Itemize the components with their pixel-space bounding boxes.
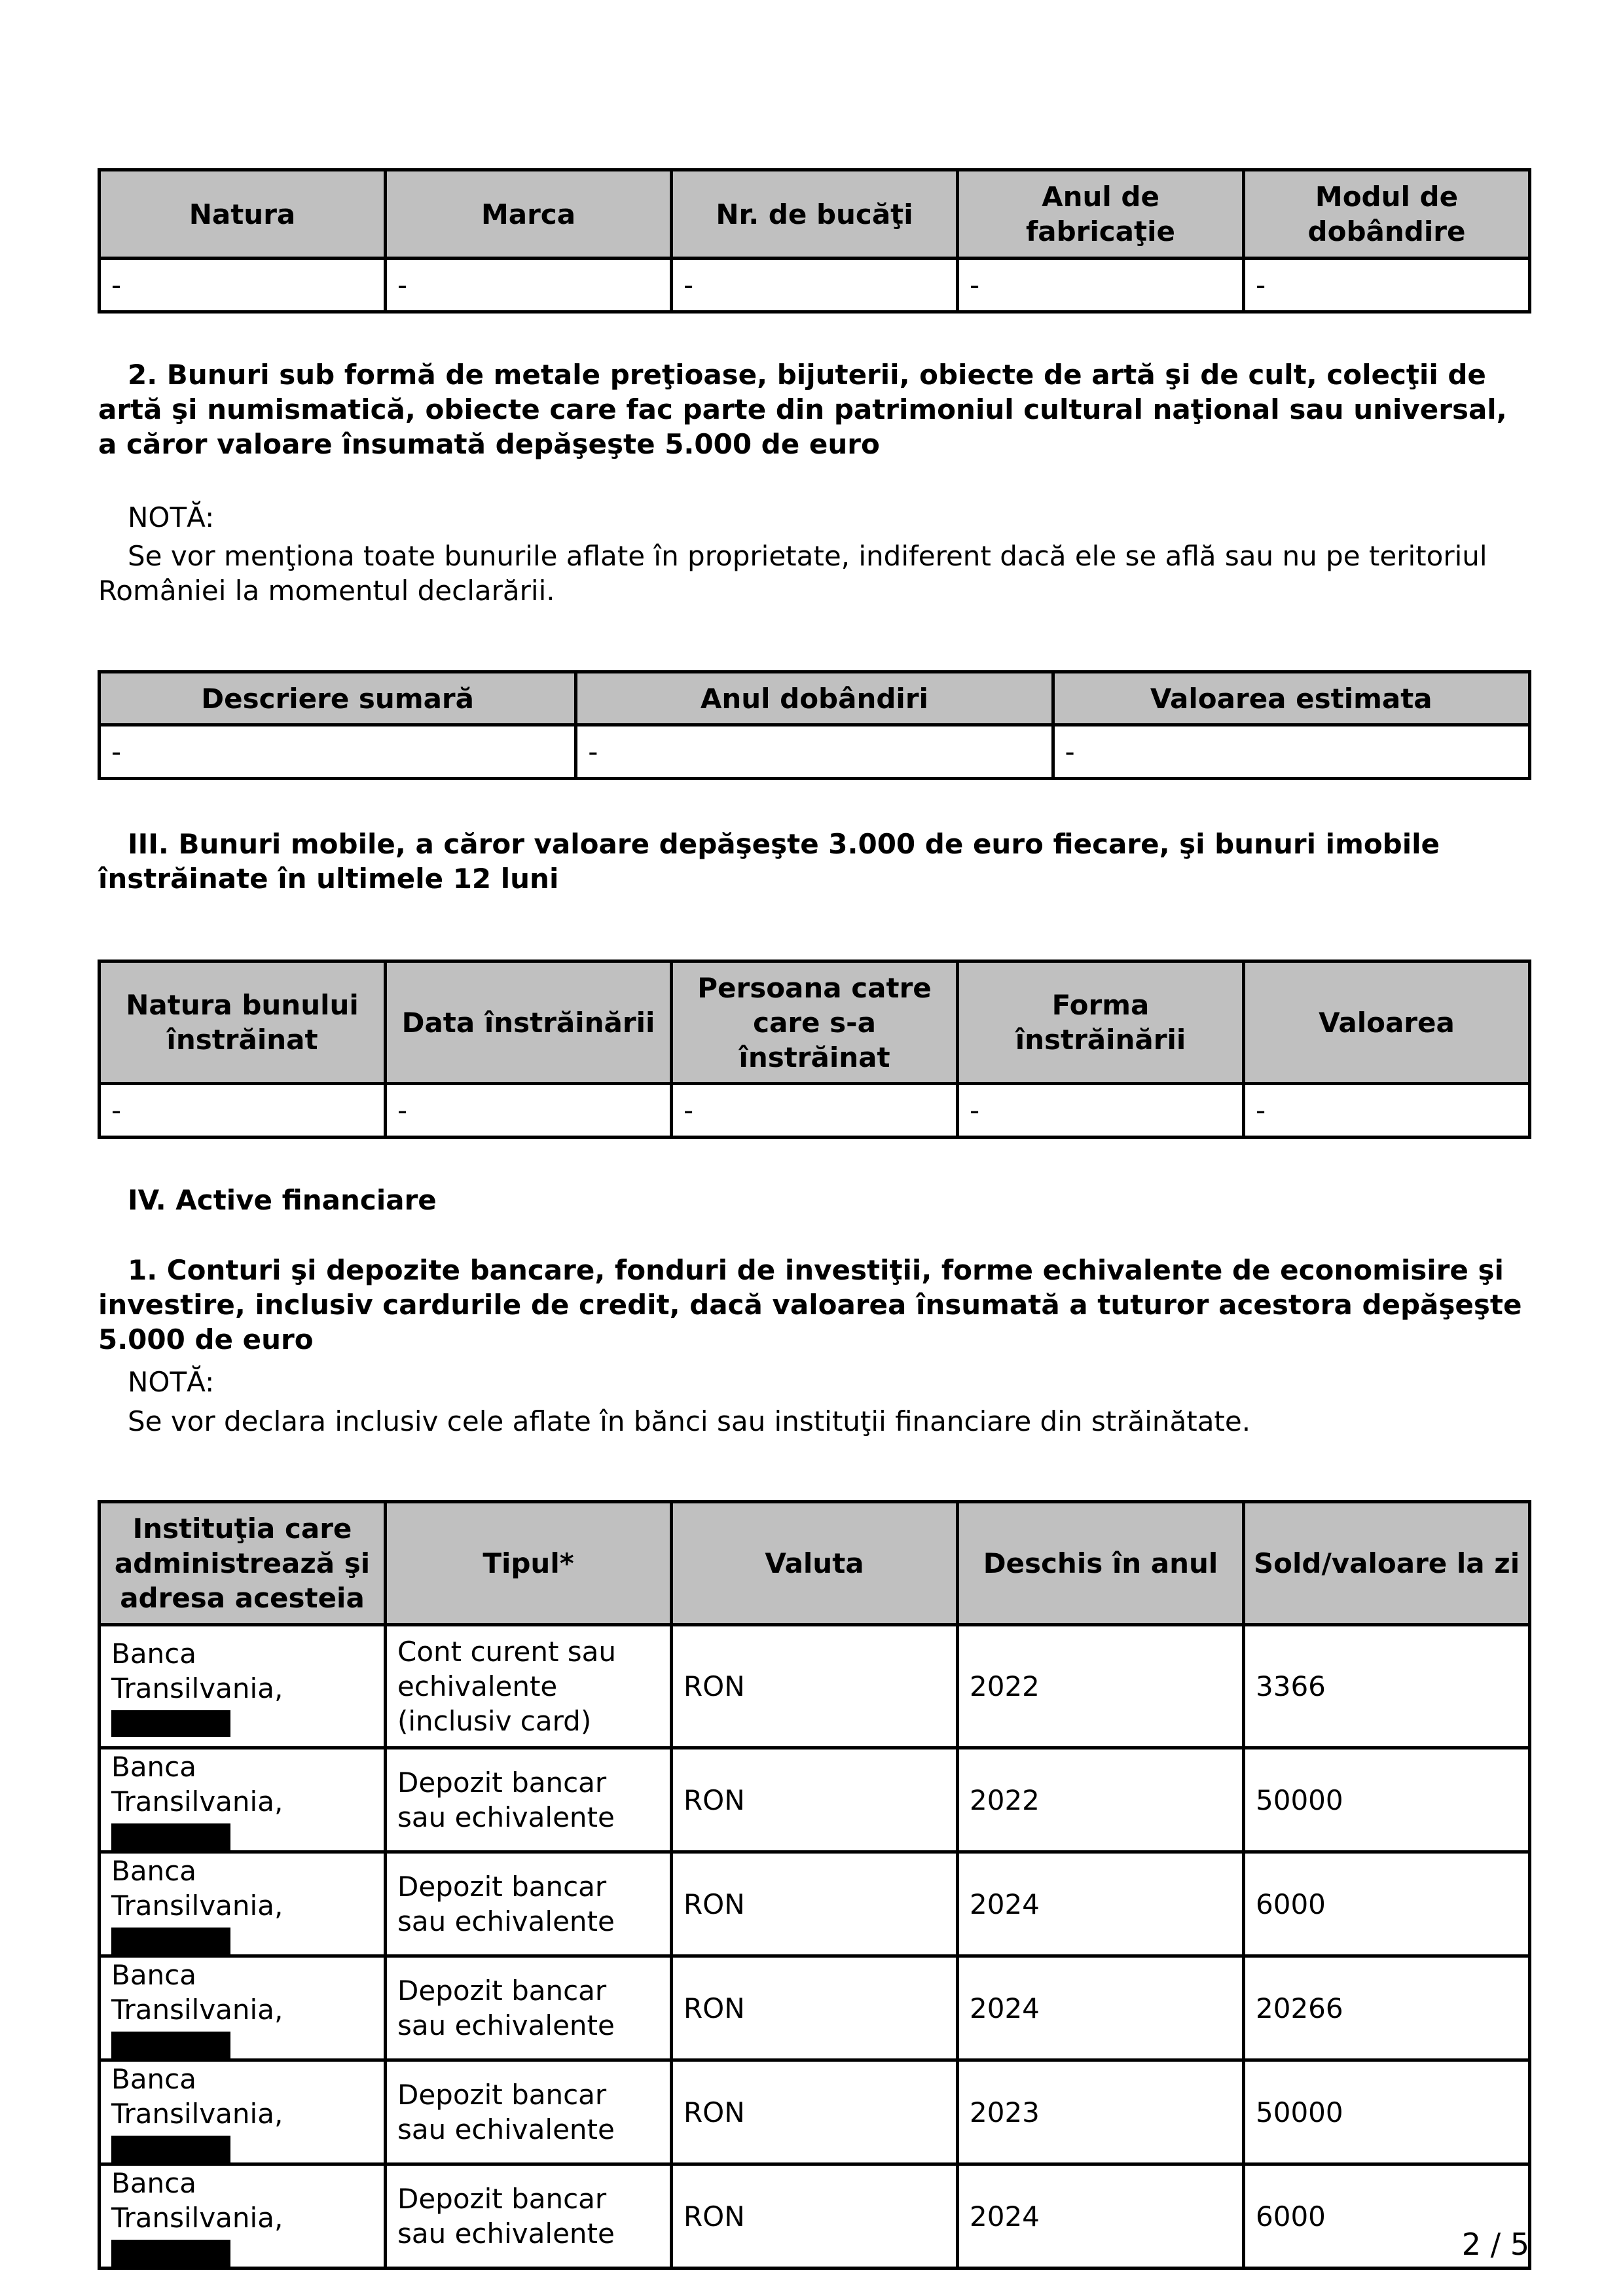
note-text: Se vor menţiona toate bunurile aflate în proprietate, indiferent dacă ele se află sau nu pe teritoriul României la momentul declarării. xyxy=(98,540,1487,607)
note-label: NOTĂ: xyxy=(128,501,215,533)
year-cell: 2023 xyxy=(958,2060,1244,2164)
valuables-table xyxy=(98,670,1531,780)
table-header-row xyxy=(100,170,1530,259)
column-header: Valuta xyxy=(672,1502,958,1625)
page-number: 2 / 5 xyxy=(1461,2227,1529,2262)
table-cell: - xyxy=(1244,1084,1530,1138)
institution-cell xyxy=(100,1748,386,1852)
table-row xyxy=(100,259,1530,312)
column-header: Nr. de bucăţi xyxy=(672,170,958,259)
balance-cell: 6000 xyxy=(1244,2164,1530,2269)
table-row xyxy=(100,2060,1530,2164)
table-row xyxy=(100,1625,1530,1748)
table-cell: - xyxy=(672,259,958,312)
redacted-address xyxy=(111,1928,230,1954)
institution-cell xyxy=(100,2164,386,2269)
institution-name: Banca Transilvania, xyxy=(111,2063,283,2130)
table-row xyxy=(100,1748,1530,1852)
table-cell: - xyxy=(100,259,386,312)
balance-cell: 50000 xyxy=(1244,1748,1530,1852)
currency-cell: RON xyxy=(672,1625,958,1748)
table-cell: - xyxy=(672,1084,958,1138)
column-header: Deschis în anul xyxy=(958,1502,1244,1625)
institution-cell xyxy=(100,1625,386,1748)
currency-cell: RON xyxy=(672,2164,958,2269)
table-cell: - xyxy=(576,725,1053,779)
year-cell: 2024 xyxy=(958,1852,1244,1956)
year-cell: 2024 xyxy=(958,2164,1244,2269)
institution-cell xyxy=(100,1956,386,2060)
institution-name: Banca Transilvania, xyxy=(111,1959,283,2026)
year-cell: 2024 xyxy=(958,1956,1244,2060)
institution-cell xyxy=(100,1852,386,1956)
column-header: Persoana catre care s-a înstrăinat xyxy=(672,961,958,1084)
column-header: Modul de dobândire xyxy=(1244,170,1530,259)
currency-cell: RON xyxy=(672,2060,958,2164)
column-header: Descriere sumară xyxy=(100,672,576,725)
note-text: Se vor declara inclusiv cele aflate în bănci sau instituţii financiare din străinătate. xyxy=(128,1405,1251,1437)
table-header-row xyxy=(100,961,1530,1084)
table-row xyxy=(100,725,1530,779)
table-cell: - xyxy=(386,259,672,312)
column-header: Data înstrăinării xyxy=(386,961,672,1084)
table-header-row xyxy=(100,672,1530,725)
table-cell: - xyxy=(100,725,576,779)
column-header: Forma înstrăinării xyxy=(958,961,1244,1084)
year-cell: 2022 xyxy=(958,1625,1244,1748)
bank-accounts-table xyxy=(98,1500,1531,2270)
column-header: Natura bunului înstrăinat xyxy=(100,961,386,1084)
balance-cell: 3366 xyxy=(1244,1625,1530,1748)
type-cell: Cont curent sau echivalente (inclusiv card) xyxy=(386,1625,672,1748)
table-cell: - xyxy=(958,1084,1244,1138)
institution-name: Banca Transilvania, xyxy=(111,2167,283,2234)
table-row xyxy=(100,1956,1530,2060)
table-row xyxy=(100,1852,1530,1956)
section-4-heading: IV. Active financiare xyxy=(128,1184,437,1216)
section-2-heading: 2. Bunuri sub formă de metale preţioase, bijuterii, obiecte de artă şi de cult, colecţii de artă şi numismatică, obiecte care fac parte din patrimoniul cultural naţional sau universal, a căror valoare însumată depăşeşte 5.000 de euro xyxy=(98,359,1507,460)
redacted-address xyxy=(111,1823,230,1850)
vehicles-table xyxy=(98,168,1531,314)
section-3-heading: III. Bunuri mobile, a căror valoare depăşeşte 3.000 de euro fiecare, şi bunuri imobile înstrăinate în ultimele 12 luni xyxy=(98,828,1440,895)
column-header: Sold/valoare la zi xyxy=(1244,1502,1530,1625)
redacted-address xyxy=(111,2032,230,2058)
redacted-address xyxy=(111,1710,230,1737)
column-header: Tipul* xyxy=(386,1502,672,1625)
table-cell: - xyxy=(386,1084,672,1138)
table-cell: - xyxy=(1244,259,1530,312)
institution-cell xyxy=(100,2060,386,2164)
column-header: Anul dobândiri xyxy=(576,672,1053,725)
balance-cell: 50000 xyxy=(1244,2060,1530,2164)
column-header: Valoarea xyxy=(1244,961,1530,1084)
redacted-address xyxy=(111,2240,230,2267)
note-label: NOTĂ: xyxy=(128,1366,215,1398)
currency-cell: RON xyxy=(672,1852,958,1956)
table-row xyxy=(100,1084,1530,1138)
column-header: Instituţia care administrează şi adresa acesteia xyxy=(100,1502,386,1625)
balance-cell: 6000 xyxy=(1244,1852,1530,1956)
institution-name: Banca Transilvania, xyxy=(111,1855,283,1922)
column-header: Valoarea estimata xyxy=(1053,672,1530,725)
year-cell: 2022 xyxy=(958,1748,1244,1852)
column-header: Anul de fabricaţie xyxy=(958,170,1244,259)
redacted-address xyxy=(111,2136,230,2162)
type-cell: Depozit bancar sau echivalente xyxy=(386,1956,672,2060)
type-cell: Depozit bancar sau echivalente xyxy=(386,1852,672,1956)
column-header: Marca xyxy=(386,170,672,259)
alienated-goods-table xyxy=(98,960,1531,1139)
section-4-1-heading: 1. Conturi şi depozite bancare, fonduri de investiţii, forme echivalente de economisire şi investire, inclusiv cardurile de credit, dacă valoarea însumată a tuturor acestora depăşeşte 5.000 de euro xyxy=(98,1254,1522,1355)
table-cell: - xyxy=(100,1084,386,1138)
table-row xyxy=(100,2164,1530,2269)
currency-cell: RON xyxy=(672,1748,958,1852)
column-header: Natura xyxy=(100,170,386,259)
type-cell: Depozit bancar sau echivalente xyxy=(386,1748,672,1852)
currency-cell: RON xyxy=(672,1956,958,2060)
table-header-row xyxy=(100,1502,1530,1625)
institution-name: Banca Transilvania, xyxy=(111,1637,283,1704)
table-cell: - xyxy=(1053,725,1530,779)
institution-name: Banca Transilvania, xyxy=(111,1751,283,1818)
table-cell: - xyxy=(958,259,1244,312)
type-cell: Depozit bancar sau echivalente xyxy=(386,2060,672,2164)
balance-cell: 20266 xyxy=(1244,1956,1530,2060)
type-cell: Depozit bancar sau echivalente xyxy=(386,2164,672,2269)
